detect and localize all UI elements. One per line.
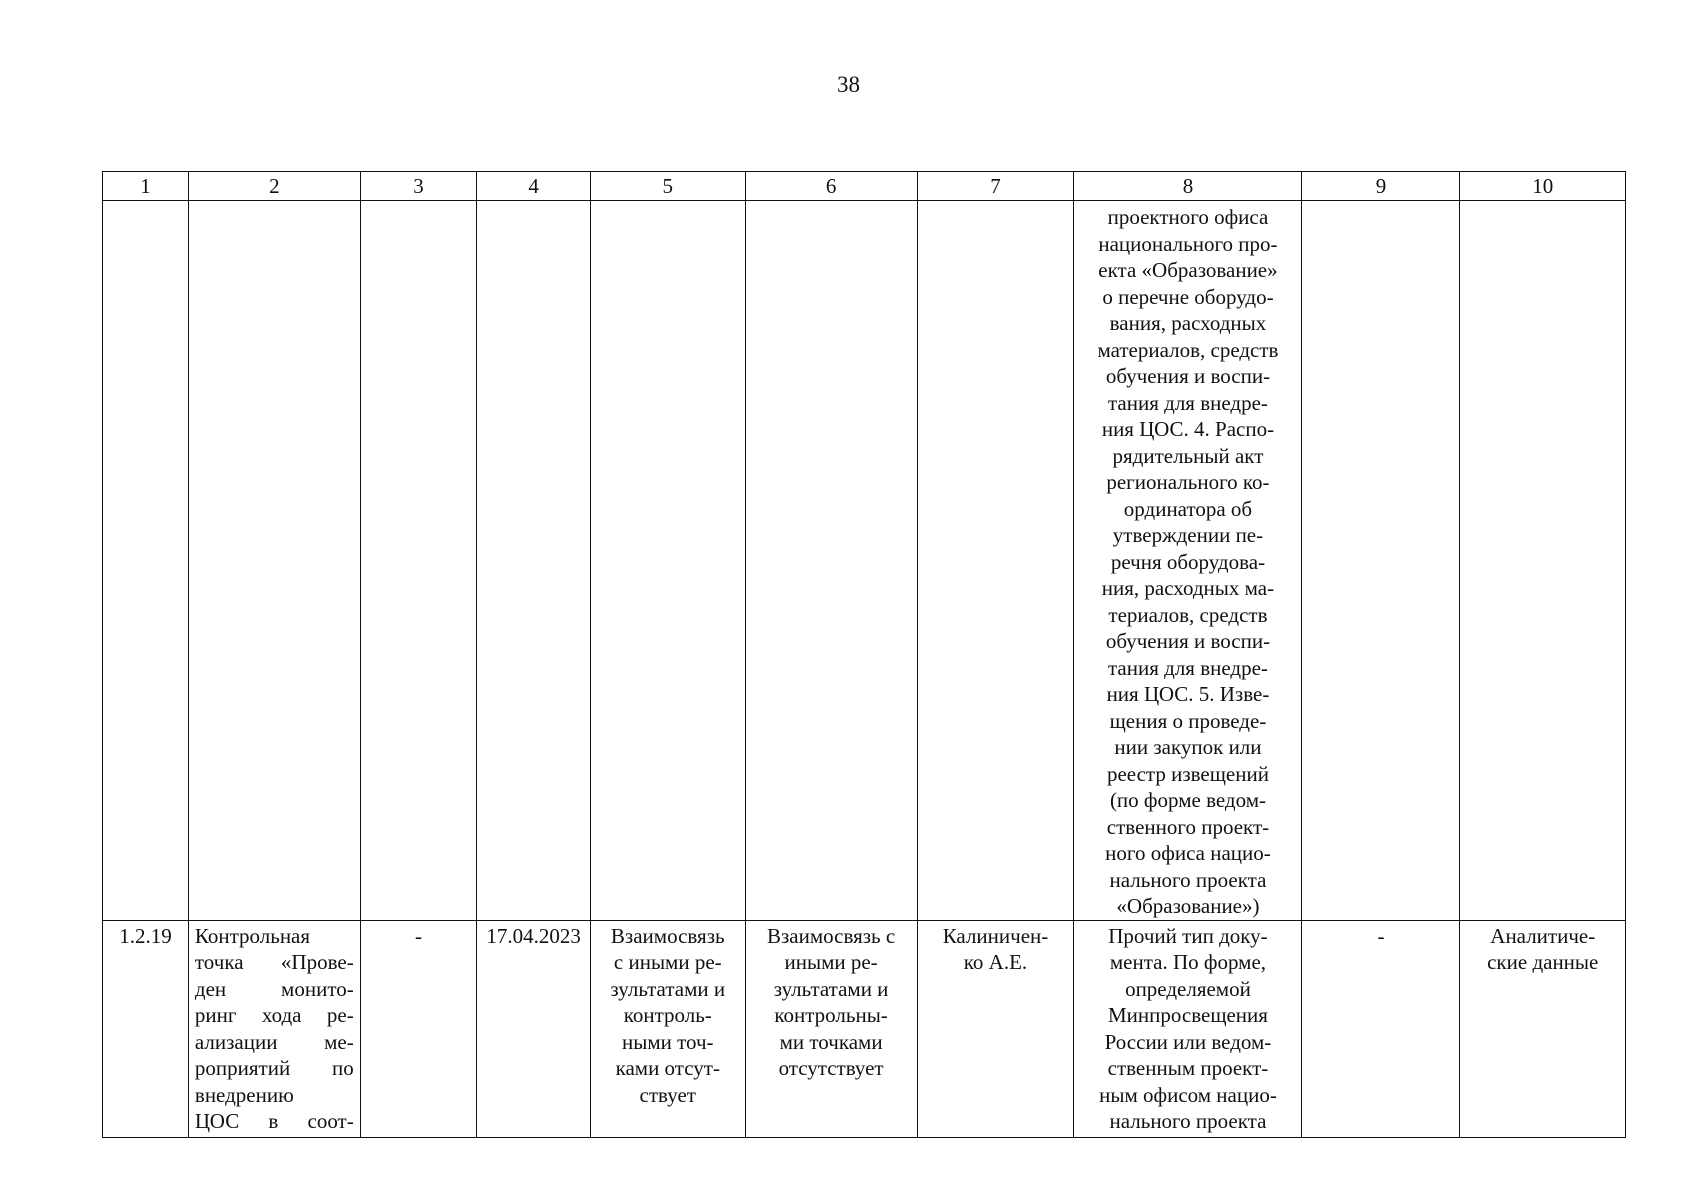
checkpoint-name-cell — [188, 920, 360, 1138]
cell-text-line: материалов, средств — [1097, 337, 1279, 362]
page-number: 38 — [837, 72, 860, 97]
cell-text-line: ния ЦОС. 5. Изве- — [1106, 682, 1270, 706]
cell-text-line: екта «Образование» — [1098, 258, 1278, 282]
cell-text-line: контроль- — [623, 1003, 712, 1027]
cell-text-line: ного офиса нацио- — [1105, 841, 1271, 865]
cell-text-line: ские данные — [1487, 950, 1599, 974]
cell-text-line: обучения и воспи- — [1105, 364, 1271, 388]
column-header: 8 — [1074, 172, 1302, 201]
cell-text-line: тания для внедре- — [1108, 390, 1268, 415]
data-table — [102, 171, 1626, 1138]
table-cell — [917, 201, 1074, 921]
document-type-cell — [1074, 201, 1302, 921]
cell-text-line: роприятий по — [194, 1056, 354, 1080]
column-header: 3 — [360, 172, 477, 201]
cell-text-line: ализации ме- — [194, 1029, 354, 1054]
table-cell — [103, 201, 189, 921]
table-cell — [745, 201, 917, 921]
cell-text-line: нального проекта — [1109, 867, 1267, 892]
cell-text-line: отсутствует — [778, 1056, 884, 1080]
cell-text-line: Взаимосвязь — [610, 923, 725, 948]
cell-text-line: проектного офиса — [1107, 205, 1269, 229]
table-cell: - — [360, 920, 477, 1138]
document-type-cell — [1074, 920, 1302, 1138]
relation-cell — [590, 920, 745, 1138]
table-cell — [360, 201, 477, 921]
cell-text-line: с иными ре- — [613, 950, 722, 974]
cell-text-line: иными ре- — [784, 950, 878, 974]
table-cell: - — [1302, 920, 1460, 1138]
cell-text-line: речня оборудова- — [1110, 549, 1266, 574]
cell-text-line: «Образование») — [1116, 894, 1260, 918]
cell-text-line: ными точ- — [621, 1029, 714, 1054]
column-header: 7 — [917, 172, 1074, 201]
cell-text-line: ния, расходных ма- — [1101, 576, 1275, 600]
relation-cell — [745, 920, 917, 1138]
cell-text-line: Калиничен- — [942, 923, 1049, 948]
cell-text-line: щения о проведе- — [1109, 708, 1267, 733]
table-cell — [188, 201, 360, 921]
cell-text-line: внедрению — [194, 1082, 294, 1107]
cell-text-line: Контрольная — [194, 923, 311, 948]
column-header: 1 — [103, 172, 189, 201]
cell-text-line: реестр извещений — [1106, 761, 1269, 786]
cell-text-line: о перечне оборудо- — [1102, 284, 1274, 309]
column-header: 9 — [1302, 172, 1460, 201]
cell-text-line: национального про- — [1098, 231, 1278, 256]
cell-text-line: определяемой — [1125, 976, 1251, 1001]
cell-text-line: мента. По форме, — [1109, 950, 1267, 974]
cell-text-line: вания, расходных — [1109, 311, 1267, 335]
table-cell — [477, 201, 590, 921]
cell-text-line: нии закупок или — [1114, 735, 1262, 759]
column-header: 5 — [590, 172, 745, 201]
table-cell — [1460, 201, 1626, 921]
cell-text-line: ственным проект- — [1107, 1056, 1269, 1080]
cell-text-line: зультатами и — [773, 976, 889, 1001]
cell-text-line: ным офисом нацио- — [1099, 1082, 1277, 1107]
column-header: 4 — [477, 172, 590, 201]
cell-text-line: ден монито- — [194, 976, 354, 1001]
cell-text-line: териалов, средств — [1108, 602, 1268, 627]
cell-text-line: ми точками — [779, 1029, 883, 1054]
cell-text-line: Взаимосвязь с — [766, 923, 896, 948]
cell-text-line: ординатора об — [1123, 496, 1253, 521]
table-row — [103, 920, 1626, 1138]
cell-text-line: ственного проект- — [1106, 814, 1270, 839]
cell-text-line: России или ведом- — [1104, 1029, 1272, 1054]
column-header: 10 — [1460, 172, 1626, 201]
cell-text-line: контрольны- — [774, 1003, 888, 1027]
table-header-row — [103, 172, 1626, 201]
information-system-cell — [1460, 920, 1626, 1138]
table-cell — [590, 201, 745, 921]
cell-text-line: ринг хода ре- — [194, 1003, 354, 1027]
cell-text-line: точка «Прове- — [194, 950, 354, 974]
cell-text-line: утверждении пе- — [1112, 523, 1264, 547]
column-header: 2 — [188, 172, 360, 201]
row-number-cell: 1.2.19 — [103, 920, 189, 1138]
column-header: 6 — [745, 172, 917, 201]
cell-text-line: нального проекта — [1109, 1109, 1267, 1133]
cell-text-line: Аналитиче- — [1490, 923, 1596, 948]
cell-text-line: Прочий тип доку- — [1108, 923, 1268, 948]
cell-text-line: рядительный акт — [1112, 443, 1264, 468]
cell-text-line: ко А.Е. — [963, 950, 1028, 974]
cell-text-line: тания для внедре- — [1108, 655, 1268, 680]
responsible-cell — [917, 920, 1074, 1138]
cell-text-line: регионального ко- — [1106, 470, 1270, 494]
cell-text-line: ЦОС в соот- — [194, 1109, 354, 1133]
cell-text-line: ния ЦОС. 4. Распо- — [1101, 417, 1275, 441]
cell-text-line: обучения и воспи- — [1105, 629, 1271, 653]
cell-text-line: ствует — [639, 1082, 696, 1107]
cell-text-line: зультатами и — [610, 976, 726, 1001]
date-cell: 17.04.2023 — [477, 920, 590, 1138]
cell-text-line: Минпросвещения — [1107, 1003, 1268, 1027]
table-cell — [1302, 201, 1460, 921]
cell-text-line: ками отсут- — [615, 1056, 720, 1080]
table-row-continuation — [103, 201, 1626, 921]
cell-text-line: (по форме ведом- — [1109, 788, 1266, 812]
